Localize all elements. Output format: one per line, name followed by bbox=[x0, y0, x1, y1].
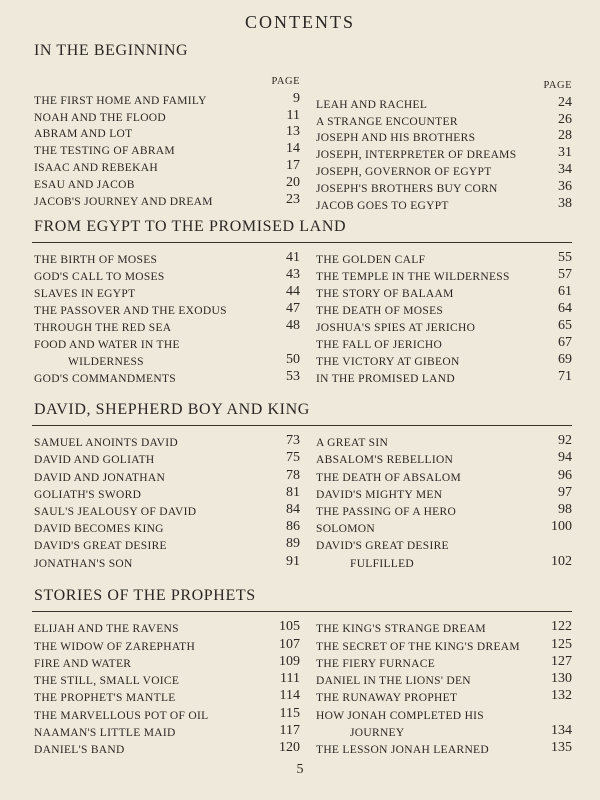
toc-entry bbox=[316, 195, 572, 212]
entry-title: ESAU AND JACOB bbox=[34, 178, 135, 191]
entry-title: JONATHAN'S SON bbox=[34, 557, 133, 570]
entry-page: 107 bbox=[279, 636, 300, 652]
entry-page: 43 bbox=[286, 267, 300, 282]
entry-title: GOD'S CALL TO MOSES bbox=[34, 271, 165, 283]
entry-title: THE PASSOVER AND THE EXODUS bbox=[34, 305, 227, 317]
toc-entry bbox=[316, 334, 572, 351]
toc-entry bbox=[34, 704, 300, 721]
entry-page: 11 bbox=[286, 107, 300, 123]
entry-title: NAAMAN'S LITTLE MAID bbox=[34, 727, 176, 740]
toc-entry bbox=[316, 351, 572, 368]
entry-title: ABRAM AND LOT bbox=[34, 128, 133, 141]
entry-page: 98 bbox=[558, 501, 572, 517]
page-number: 5 bbox=[296, 762, 304, 777]
entry-page: 122 bbox=[551, 619, 572, 635]
entry-title: JOSEPH, INTERPRETER OF DREAMS bbox=[316, 149, 517, 162]
toc-entry bbox=[34, 635, 300, 652]
entry-page: 55 bbox=[558, 250, 572, 265]
section-title: FROM EGYPT TO THE PROMISED LAND bbox=[34, 218, 347, 235]
toc-entry bbox=[316, 249, 572, 266]
page-column-header: PAGE bbox=[543, 80, 572, 91]
toc-entry bbox=[316, 670, 572, 687]
toc-column-left bbox=[34, 76, 300, 208]
entry-title: ISAAC AND REBEKAH bbox=[34, 161, 158, 174]
entry-title: FIRE AND WATER bbox=[34, 657, 132, 670]
toc-entry bbox=[316, 111, 572, 128]
entry-title: SLAVES IN EGYPT bbox=[34, 288, 136, 300]
entry-title: NOAH AND THE FLOOD bbox=[34, 111, 167, 124]
entry-page: 23 bbox=[286, 191, 300, 207]
toc-entry bbox=[316, 466, 572, 483]
entry-title: THE KING'S STRANGE DREAM bbox=[316, 623, 486, 636]
toc-entry bbox=[34, 552, 300, 569]
entry-page: 65 bbox=[558, 318, 572, 333]
toc-entry bbox=[34, 432, 300, 449]
entry-title: THE FIERY FURNACE bbox=[316, 657, 436, 670]
entry-title: DAVID'S GREAT DESIRE bbox=[316, 540, 449, 553]
entry-page: 61 bbox=[558, 284, 572, 299]
toc-entry bbox=[316, 535, 572, 552]
entry-title: JOSHUA'S SPIES AT JERICHO bbox=[316, 322, 476, 334]
entry-title: THE PASSING OF A HERO bbox=[316, 505, 457, 518]
toc-entry bbox=[34, 334, 300, 351]
entry-page: 14 bbox=[286, 141, 300, 157]
toc-entry bbox=[34, 124, 300, 141]
toc-entry bbox=[316, 161, 572, 178]
section-from-egypt bbox=[32, 218, 572, 388]
toc-entry bbox=[316, 501, 572, 518]
toc-entry bbox=[316, 368, 572, 385]
entry-page: 41 bbox=[286, 250, 300, 265]
toc-column-left bbox=[34, 249, 300, 385]
entry-title: THE BIRTH OF MOSES bbox=[34, 254, 158, 266]
entry-title: A STRANGE ENCOUNTER bbox=[316, 115, 458, 128]
entry-page: 111 bbox=[280, 671, 300, 687]
entry-title: THE DEATH OF MOSES bbox=[316, 305, 444, 317]
entry-title: DAVID'S MIGHTY MEN bbox=[316, 488, 443, 501]
entry-page: 9 bbox=[293, 90, 300, 106]
toc-entry bbox=[34, 618, 300, 635]
entry-title: FULFILLED bbox=[350, 557, 415, 570]
entry-page: 36 bbox=[558, 178, 572, 194]
toc-column-left bbox=[34, 618, 300, 756]
toc-entry bbox=[316, 687, 572, 704]
toc-entry bbox=[316, 484, 572, 501]
page-column-header: PAGE bbox=[271, 76, 300, 87]
entry-page: 47 bbox=[286, 301, 300, 316]
entry-title: THE TEMPLE IN THE WILDERNESS bbox=[316, 271, 510, 283]
toc-entry bbox=[34, 140, 300, 157]
toc-entry bbox=[34, 722, 300, 739]
entry-page: 132 bbox=[551, 688, 572, 704]
toc-entry bbox=[316, 266, 572, 283]
entry-title: THE PROPHET'S MANTLE bbox=[34, 692, 176, 705]
entry-title: GOLIATH'S SWORD bbox=[34, 488, 142, 501]
entry-page: 48 bbox=[286, 318, 300, 333]
entry-title: HOW JONAH COMPLETED HIS bbox=[316, 709, 485, 722]
toc-entry bbox=[34, 191, 300, 208]
section-divider bbox=[32, 242, 572, 243]
toc-entry bbox=[316, 704, 572, 721]
entry-title: THE SECRET OF THE KING'S DREAM bbox=[316, 640, 520, 653]
section-title: DAVID, SHEPHERD BOY AND KING bbox=[34, 401, 310, 418]
section-divider bbox=[32, 611, 572, 612]
entry-title: THE GOLDEN CALF bbox=[316, 254, 426, 266]
entry-page: 130 bbox=[551, 671, 572, 687]
toc-entry bbox=[316, 94, 572, 111]
entry-page: 69 bbox=[558, 352, 572, 367]
entry-title: THE TESTING OF ABRAM bbox=[34, 145, 175, 158]
toc-entry bbox=[34, 351, 300, 368]
entry-title: THE STILL, SMALL VOICE bbox=[34, 675, 180, 688]
section-title: STORIES OF THE PROPHETS bbox=[34, 587, 256, 604]
entry-title: LEAH AND RACHEL bbox=[316, 98, 428, 111]
entry-page: 57 bbox=[558, 267, 572, 282]
entry-title: ELIJAH AND THE RAVENS bbox=[34, 623, 179, 636]
entry-title: A GREAT SIN bbox=[316, 437, 389, 450]
entry-page: 120 bbox=[279, 740, 300, 756]
entry-page: 24 bbox=[558, 94, 572, 110]
entry-page: 31 bbox=[558, 145, 572, 161]
entry-page: 135 bbox=[551, 740, 572, 756]
entry-page: 64 bbox=[558, 301, 572, 316]
entry-title: THE WIDOW OF ZAREPHATH bbox=[34, 640, 196, 653]
toc-entry bbox=[316, 739, 572, 756]
entry-page: 38 bbox=[558, 195, 572, 211]
entry-page: 34 bbox=[558, 161, 572, 177]
entry-title: JOSEPH AND HIS BROTHERS bbox=[316, 132, 476, 145]
entry-title: THE FALL OF JERICHO bbox=[316, 339, 443, 351]
toc-column-right bbox=[316, 249, 572, 385]
entry-page: 50 bbox=[286, 352, 300, 367]
toc-entry bbox=[34, 249, 300, 266]
entry-page: 96 bbox=[558, 467, 572, 483]
toc-entry bbox=[316, 300, 572, 317]
toc-entry bbox=[316, 449, 572, 466]
entry-title: DANIEL IN THE LIONS' DEN bbox=[316, 675, 471, 688]
entry-title: IN THE PROMISED LAND bbox=[316, 373, 455, 385]
toc-entry bbox=[316, 518, 572, 535]
toc-column-right bbox=[316, 432, 572, 570]
toc-entry bbox=[316, 144, 572, 161]
toc-column-left bbox=[34, 432, 300, 570]
entry-page: 53 bbox=[286, 369, 300, 384]
entry-page: 94 bbox=[558, 450, 572, 466]
entry-page: 125 bbox=[551, 636, 572, 652]
entry-page: 117 bbox=[279, 723, 300, 739]
entry-title: THE STORY OF BALAAM bbox=[316, 288, 454, 300]
toc-entry bbox=[34, 90, 300, 107]
entry-page: 75 bbox=[286, 450, 300, 466]
entry-title: ABSALOM'S REBELLION bbox=[316, 454, 454, 467]
entry-title: JOURNEY bbox=[350, 727, 405, 740]
entry-page: 100 bbox=[551, 519, 572, 535]
entry-title: THE DEATH OF ABSALOM bbox=[316, 471, 461, 484]
entry-title: DANIEL'S BAND bbox=[34, 744, 125, 757]
toc-entry bbox=[34, 174, 300, 191]
toc-entry bbox=[316, 317, 572, 334]
entry-title: THE MARVELLOUS POT OF OIL bbox=[34, 709, 209, 722]
entry-page: 105 bbox=[279, 619, 300, 635]
toc-entry bbox=[34, 484, 300, 501]
entry-page: 84 bbox=[286, 501, 300, 517]
entry-title: JOSEPH, GOVERNOR OF EGYPT bbox=[316, 165, 492, 178]
toc-entry bbox=[34, 687, 300, 704]
entry-title: JACOB'S JOURNEY AND DREAM bbox=[34, 195, 213, 208]
entry-title: FOOD AND WATER IN THE bbox=[34, 339, 180, 351]
toc-entry bbox=[316, 178, 572, 195]
entry-page: 26 bbox=[558, 111, 572, 127]
entry-title: DAVID BECOMES KING bbox=[34, 523, 164, 536]
toc-entry bbox=[34, 368, 300, 385]
entry-page: 86 bbox=[286, 519, 300, 535]
toc-entry bbox=[34, 107, 300, 124]
entry-title: THROUGH THE RED SEA bbox=[34, 322, 172, 334]
entry-title: THE FIRST HOME AND FAMILY bbox=[34, 94, 207, 107]
entry-title: DAVID AND JONATHAN bbox=[34, 471, 166, 484]
entry-page: 73 bbox=[286, 433, 300, 449]
entry-title: DAVID AND GOLIATH bbox=[34, 454, 155, 467]
entry-title: JACOB GOES TO EGYPT bbox=[316, 199, 449, 212]
entry-page: 127 bbox=[551, 653, 572, 669]
entry-page: 97 bbox=[558, 484, 572, 500]
toc-entry bbox=[34, 266, 300, 283]
section-in-the-beginning bbox=[32, 42, 572, 214]
toc-entry bbox=[34, 300, 300, 317]
toc-entry bbox=[316, 283, 572, 300]
entry-title: THE RUNAWAY PROPHET bbox=[316, 692, 458, 705]
section-divider bbox=[32, 425, 572, 426]
entry-page: 44 bbox=[286, 284, 300, 299]
toc-entry bbox=[34, 518, 300, 535]
entry-page: 20 bbox=[286, 174, 300, 190]
toc-entry bbox=[34, 466, 300, 483]
page-title: CONTENTS bbox=[245, 12, 355, 32]
entry-page: 13 bbox=[286, 124, 300, 140]
entry-title: SAMUEL ANOINTS DAVID bbox=[34, 437, 179, 450]
entry-title: THE VICTORY AT GIBEON bbox=[316, 356, 460, 368]
entry-page: 89 bbox=[286, 536, 300, 552]
toc-entry bbox=[34, 670, 300, 687]
toc-entry bbox=[34, 535, 300, 552]
entry-page: 114 bbox=[279, 688, 300, 704]
entry-title: SOLOMON bbox=[316, 523, 375, 536]
entry-page: 115 bbox=[279, 705, 300, 721]
toc-entry bbox=[316, 552, 572, 569]
entry-title: GOD'S COMMANDMENTS bbox=[34, 373, 176, 385]
entry-title: JOSEPH'S BROTHERS BUY CORN bbox=[316, 182, 498, 195]
toc-entry bbox=[34, 449, 300, 466]
entry-title: WILDERNESS bbox=[68, 356, 144, 368]
entry-page: 109 bbox=[279, 653, 300, 669]
entry-title: THE LESSON JONAH LEARNED bbox=[316, 744, 489, 757]
toc-entry bbox=[34, 317, 300, 334]
toc-entry bbox=[34, 501, 300, 518]
toc-entry bbox=[316, 128, 572, 145]
toc-entry bbox=[34, 283, 300, 300]
toc-entry bbox=[34, 653, 300, 670]
entry-title: DAVID'S GREAT DESIRE bbox=[34, 540, 167, 553]
entry-page: 91 bbox=[286, 553, 300, 569]
toc-column-right bbox=[316, 618, 572, 756]
entry-page: 28 bbox=[558, 128, 572, 144]
toc-entry bbox=[316, 635, 572, 652]
section-david bbox=[32, 401, 572, 573]
entry-page: 134 bbox=[551, 723, 572, 739]
entry-page: 17 bbox=[286, 157, 300, 173]
entry-page: 102 bbox=[551, 553, 572, 569]
section-prophets bbox=[32, 587, 572, 762]
entry-title: SAUL'S JEALOUSY OF DAVID bbox=[34, 505, 197, 518]
toc-column-right bbox=[316, 80, 572, 212]
entry-page: 78 bbox=[286, 467, 300, 483]
toc-entry bbox=[316, 618, 572, 635]
toc-entry bbox=[316, 432, 572, 449]
entry-page: 67 bbox=[558, 335, 572, 350]
toc-entry bbox=[34, 157, 300, 174]
entry-page: 71 bbox=[558, 369, 572, 384]
toc-entry bbox=[316, 653, 572, 670]
entry-page: 92 bbox=[558, 433, 572, 449]
toc-entry bbox=[34, 739, 300, 756]
toc-entry bbox=[316, 722, 572, 739]
entry-page: 81 bbox=[286, 484, 300, 500]
section-title: IN THE BEGINNING bbox=[34, 42, 189, 59]
